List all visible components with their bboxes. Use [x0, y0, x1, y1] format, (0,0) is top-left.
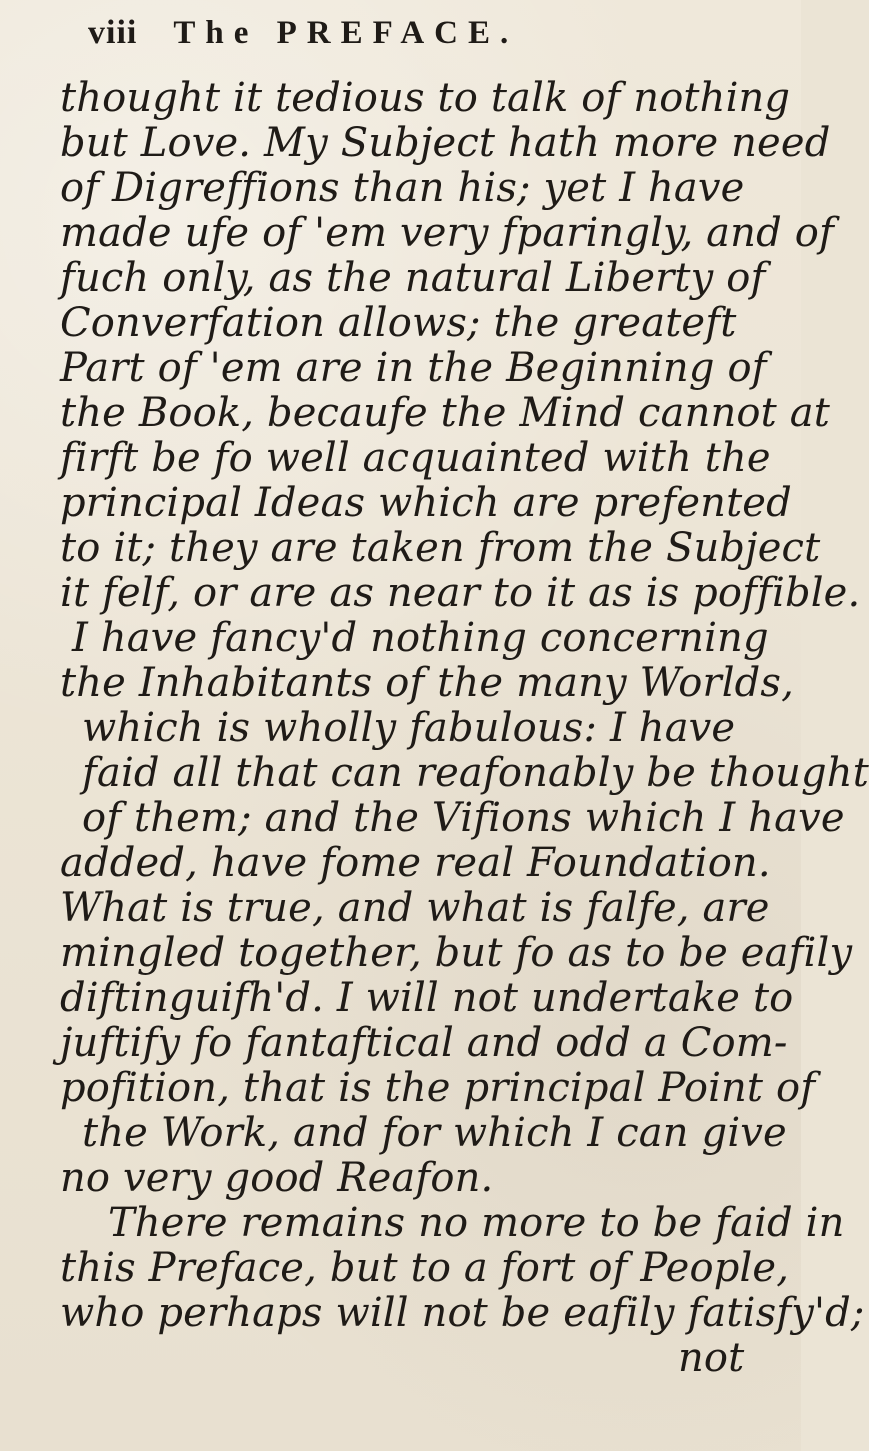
page-number: viii [88, 14, 138, 51]
page-header [88, 14, 518, 52]
body-line: of Digreffions than his; yet I have [60, 165, 745, 211]
body-line: thought it tedious to talk of nothing [60, 75, 791, 121]
body-line: Converfation allows; the greateft [60, 300, 737, 346]
catchword: not [678, 1335, 745, 1381]
body-line: made ufe of 'em very fparingly, and of [60, 210, 834, 256]
body-line: the Work, and for which I can give [82, 1110, 787, 1156]
body-line: the Book, becaufe the Mind cannot at [60, 390, 830, 436]
body-line: mingled together, but fo as to be eafily [60, 930, 853, 976]
body-line: principal Ideas which are prefented [60, 480, 792, 526]
body-line: Part of 'em are in the Beginning of [60, 345, 767, 391]
body-line: I have fancy'd nothing concerning [72, 615, 769, 661]
body-line: faid all that can reafonably be thought [82, 750, 869, 796]
body-line: no very good Reafon. [60, 1155, 494, 1201]
body-line: juftify fo fantaftical and odd a Com- [60, 1020, 788, 1066]
body-line: to it; they are taken from the Subject [60, 525, 821, 571]
body-line: What is true, and what is falfe, are [60, 885, 770, 931]
body-line: added, have fome real Foundation. [60, 840, 771, 886]
body-line: it felf, or are as near to it as is poffible. [60, 570, 861, 616]
body-line: who perhaps will not be eafily fatisfy'd; [60, 1290, 865, 1336]
body-line: but Love. My Subject hath more need [60, 120, 831, 166]
body-line: diftinguifh'd. I will not undertake to [60, 975, 794, 1021]
running-head: The PREFACE. [173, 15, 519, 51]
body-line: There remains no more to be faid in [108, 1200, 845, 1246]
body-line: the Inhabitants of the many Worlds, [60, 660, 794, 706]
body-text [54, 75, 869, 1381]
body-line: of them; and the Vifions which I have [82, 795, 845, 841]
body-line: pofition, that is the principal Point of [60, 1065, 816, 1111]
body-line: fuch only, as the natural Liberty of [60, 255, 766, 301]
body-line: this Preface, but to a fort of People, [60, 1245, 790, 1291]
body-line: firft be fo well acquainted with the [60, 435, 771, 481]
body-line: which is wholly fabulous: I have [82, 705, 736, 751]
